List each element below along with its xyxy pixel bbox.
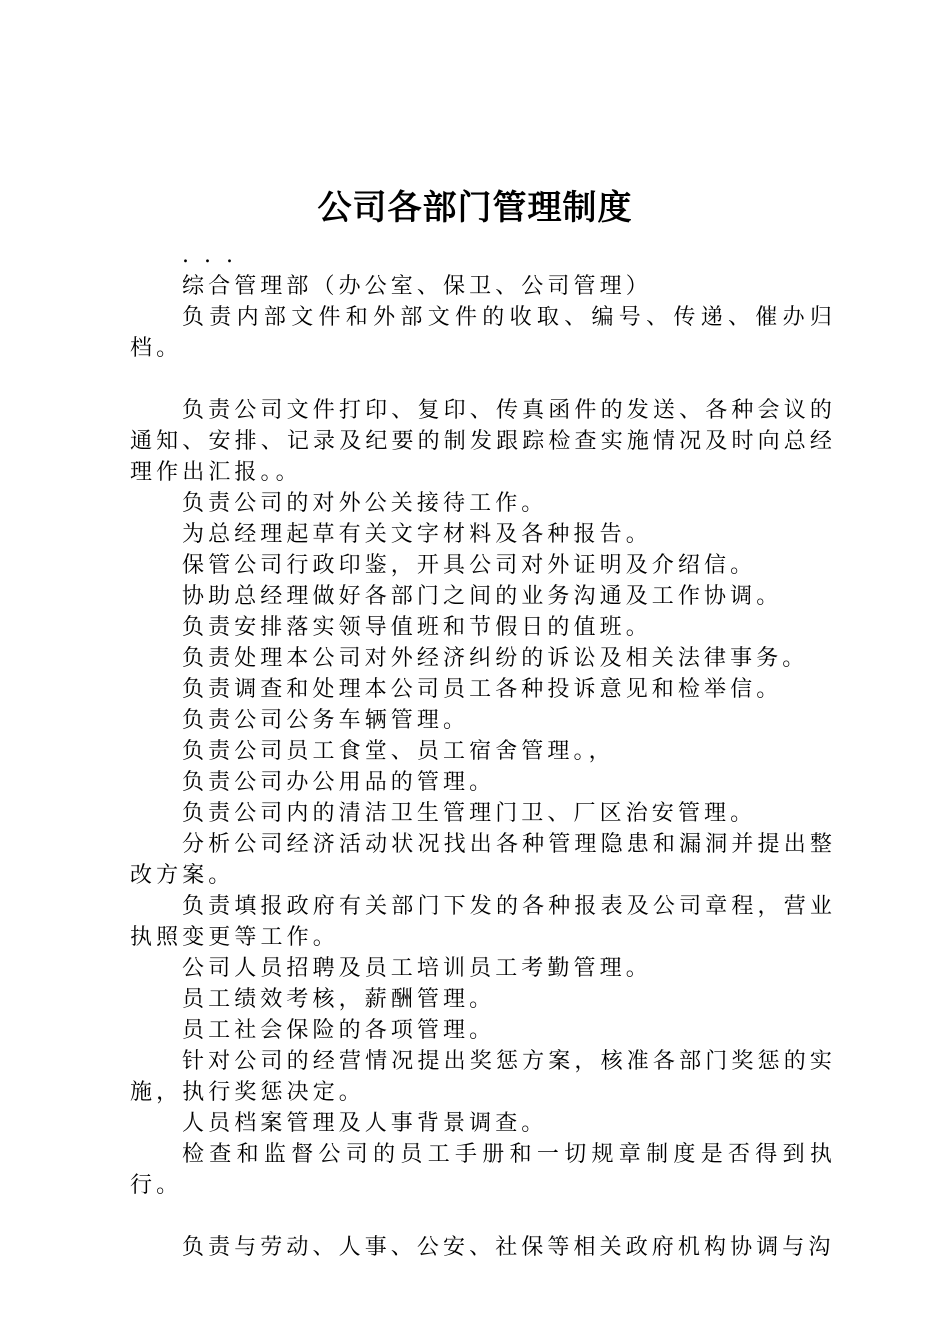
paragraph: 保管公司行政印鉴，开具公司对外证明及介绍信。 <box>182 553 757 578</box>
paragraph: 检查和监督公司的员工手册和一切规章制度是否得到执行。 <box>130 1142 836 1198</box>
paragraph: 协助总经理做好各部门之间的业务沟通及工作协调。 <box>182 584 783 609</box>
paragraph: 负责处理本公司对外经济纠纷的诉讼及相关法律事务。 <box>182 646 809 671</box>
paragraph: 负责调查和处理本公司员工各种投诉意见和检举信。 <box>182 677 783 702</box>
ellipsis-line: . . . <box>182 243 237 268</box>
paragraph: 负责填报政府有关部门下发的各种报表及公司章程，营业执照变更等工作。 <box>130 894 836 950</box>
paragraph: 为总经理起草有关文字材料及各种报告。 <box>182 522 652 547</box>
paragraph: 负责公司的对外公关接待工作。 <box>182 491 548 516</box>
blank-line <box>130 1201 836 1232</box>
paragraph: 员工社会保险的各项管理。 <box>182 1018 496 1043</box>
paragraph: 人员档案管理及人事背景调查。 <box>182 1111 548 1136</box>
paragraph: 负责公司内的清洁卫生管理门卫、厂区治安管理。 <box>182 801 757 826</box>
paragraph: 负责安排落实领导值班和节假日的值班。 <box>182 615 652 640</box>
paragraph: 公司人员招聘及员工培训员工考勤管理。 <box>182 956 652 981</box>
page-title: 公司各部门管理制度 <box>317 188 633 228</box>
paragraph: 针对公司的经营情况提出奖惩方案，核准各部门奖惩的实施，执行奖惩决定。 <box>130 1049 836 1105</box>
paragraph: 负责公司办公用品的管理。 <box>182 770 496 795</box>
paragraph: 员工绩效考核，薪酬管理。 <box>182 987 496 1012</box>
paragraph: 负责公司文件打印、复印、传真函件的发送、各种会议的通知、安排、记录及纪要的制发跟踪检查实施情况及时向总经理作出汇报。。 <box>130 398 836 485</box>
document-body <box>130 240 836 1263</box>
section-heading: 综合管理部（办公室、保卫、公司管理） <box>182 274 652 299</box>
paragraph: 负责公司公务车辆管理。 <box>182 708 470 733</box>
paragraph: 负责内部文件和外部文件的收取、编号、传递、催办归档。 <box>130 305 836 361</box>
blank-line <box>130 364 836 395</box>
paragraph: 分析公司经济活动状况找出各种管理隐患和漏洞并提出整改方案。 <box>130 832 836 888</box>
paragraph: 负责公司员工食堂、员工宿舍管理。， <box>182 739 615 764</box>
paragraph: 负责与劳动、人事、公安、社保等相关政府机构协调与沟 <box>182 1235 835 1260</box>
